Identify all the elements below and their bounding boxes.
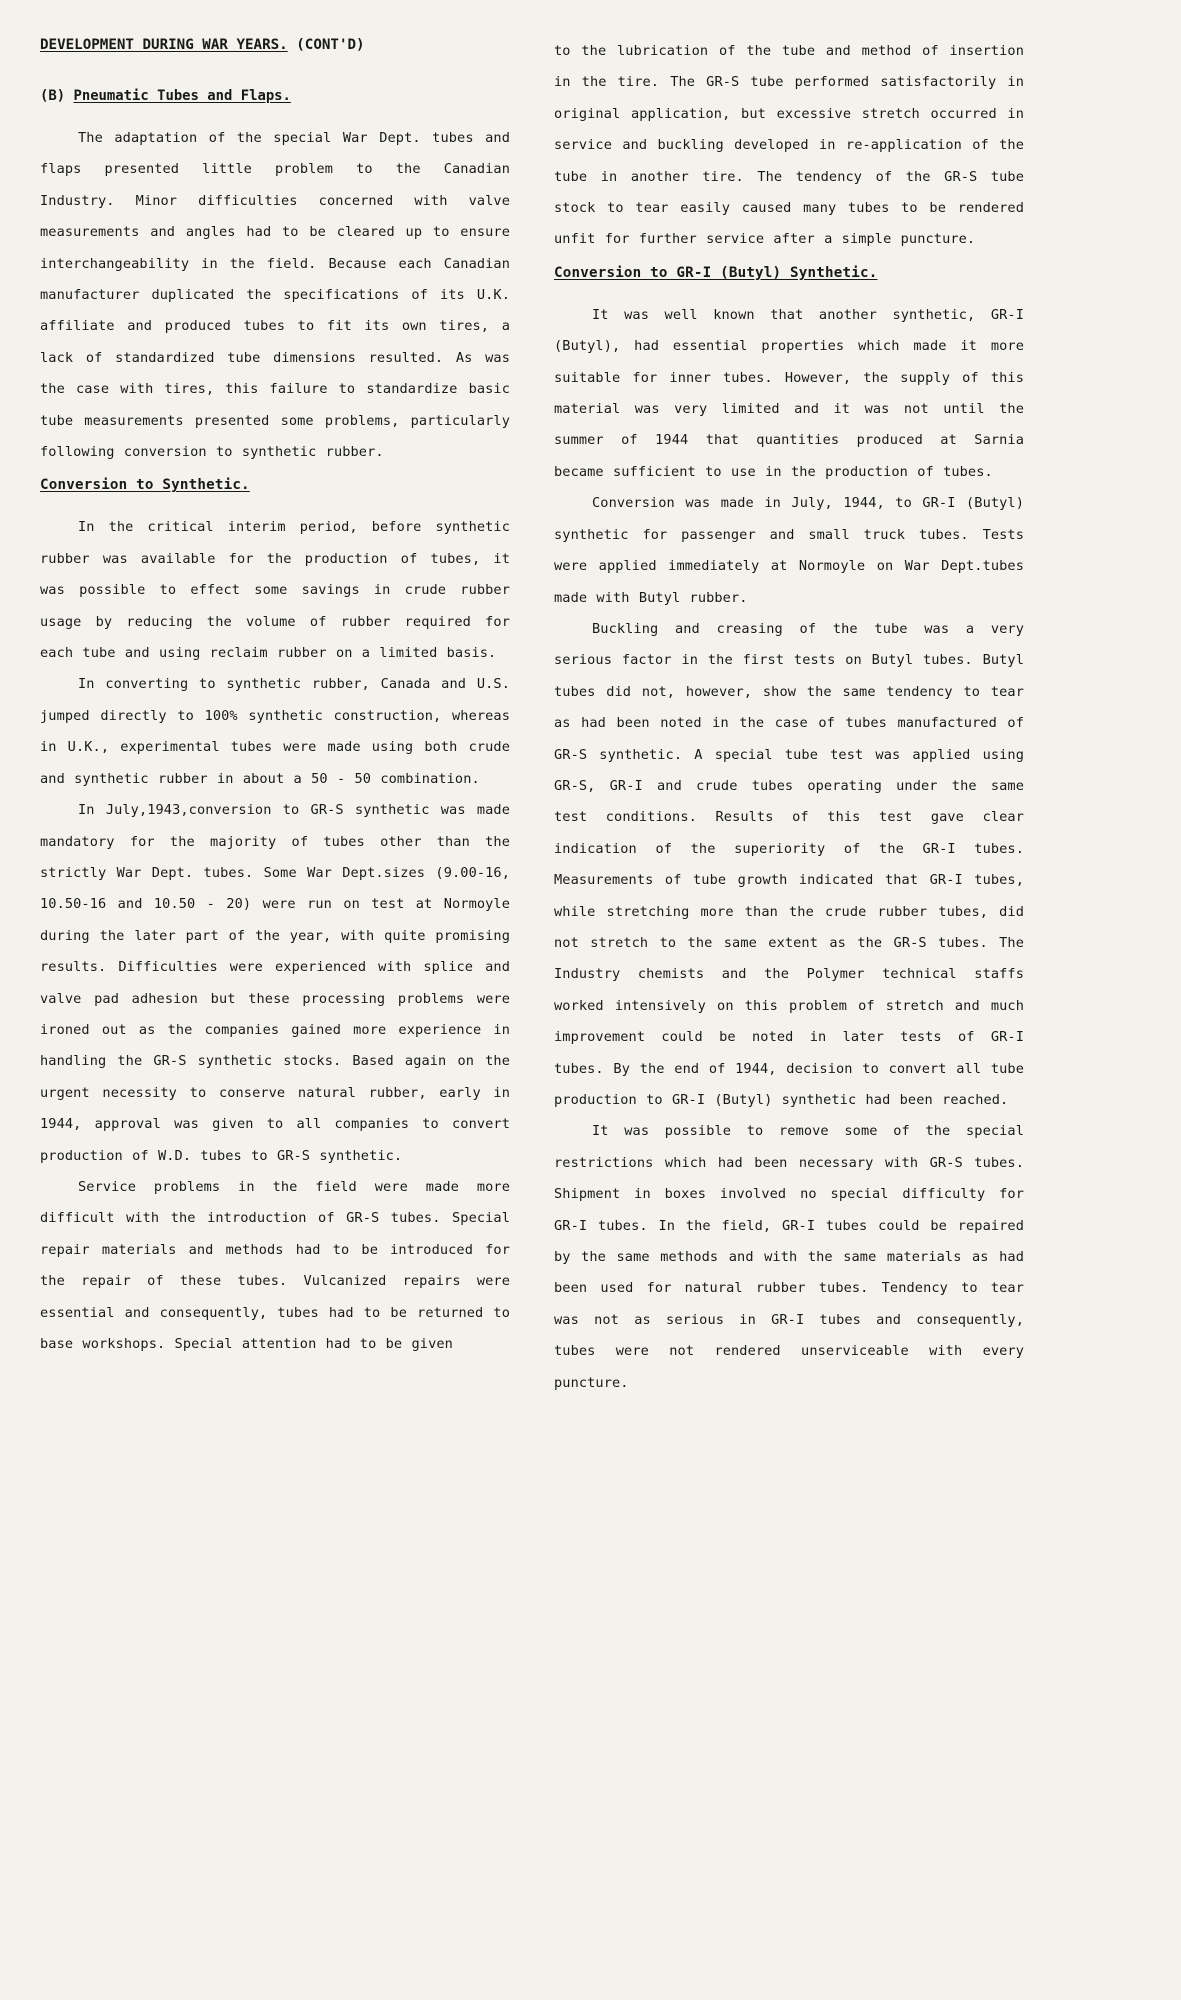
left-column [40, 34, 510, 1980]
subheading-b-label: (B) [40, 87, 66, 104]
paragraph: It was well known that another synthetic, GR-I (Butyl), had essential properties which made it more suitable for inner tubes. However, the supply of this material was very limited and it was not until the summer of 1944 that quantities produced at Sarnia became sufficient to use in the production of tubes. [554, 306, 1024, 480]
spacer [554, 284, 1024, 300]
paragraph: Service problems in the field were made more difficult with the introduction of GR-S tubes. Special repair materials and methods had to be introduced for the repair of these tubes. Vulcanized repairs were essential and consequently, tubes had to be returned to base workshops. Special attention had to be given [40, 1178, 510, 1352]
paragraph: In July,1943,conversion to GR-S synthetic was made mandatory for the majority of tubes other than the strictly War Dept. tubes. Some War Dept.sizes (9.00-16, 10.50-16 and 10.50 - 20) were run on test at Normoyle during the later part of the year, with quite promising results. Difficulties were experienced with splice and valve pad adhesion but these processing problems were ironed out as the companies gained more experience in handling the GR-S synthetic stocks. Based again on the urgent necessity to conserve natural rubber, early in 1944, approval was given to all companies to convert production of W.D. tubes to GR-S synthetic. [40, 802, 510, 1164]
section-heading [40, 34, 510, 57]
subheading-conversion-synthetic: Conversion to Synthetic. [40, 477, 250, 494]
paragraph: The adaptation of the special War Dept. tubes and flaps presented little problem to the Canadian Industry. Minor difficulties concerned with valve measurements and angles had to be cleared up to ensure interchangeability in the field. Because each Canadian manufacturer duplicated the specifications of its U.K. affiliate and produced tubes to fit its own tires, a lack of standardized tube dimensions resulted. As was the case with tires, this failure to standardize basic tube measurements presented some problems, particularly following conversion to synthetic rubber. [40, 129, 510, 461]
paragraph: In converting to synthetic rubber, Canada and U.S. jumped directly to 100% synthetic construction, whereas in U.K., experimental tubes were made using both crude and synthetic rubber in about a 50 - 50 combination. [40, 676, 510, 787]
subheading-b [40, 85, 510, 107]
paragraph: Buckling and creasing of the tube was a very serious factor in the first tests on Butyl tubes. Butyl tubes did not, however, show the same tendency to tear as had been noted in the case of tubes manufactured of GR-S synthetic. A special tube test was applied using GR-S, GR-I and crude tubes operating under the same test conditions. Results of this test gave clear indication of the superiority of the GR-I tubes. Measurements of tube growth indicated that GR-I tubes, while stretching more than the crude rubber tubes, did not stretch to the same extent as the GR-S tubes. The Industry chemists and the Polymer technical staffs worked intensively on this problem of stretch and much improvement could be noted in later tests of GR-I tubes. By the end of 1944, decision to convert all tube production to GR-I (Butyl) synthetic had been reached. [554, 620, 1024, 1108]
section-heading-title: DEVELOPMENT DURING WAR YEARS. [40, 37, 288, 53]
section-heading-suffix: (CONT'D) [296, 37, 365, 53]
paragraph: It was possible to remove some of the special restrictions which had been necessary with GR-S tubes. Shipment in boxes involved no special difficulty for GR-I tubes. In the field, GR-I tubes could be repaired by the same methods and with the same materials as had been used for natural rubber tubes. Tendency to tear was not as serious in GR-I tubes and consequently, tubes were not rendered unserviceable with every puncture. [554, 1123, 1024, 1391]
spacer [40, 57, 510, 85]
subheading-b-title: Pneumatic Tubes and Flaps. [73, 87, 291, 104]
right-column [554, 34, 1024, 1980]
spacer [40, 107, 510, 123]
paragraph: In the critical interim period, before synthetic rubber was available for the production of tubes, it was possible to effect some savings in crude rubber usage by reducing the volume of rubber required for each tube and using reclaim rubber on a limited basis. [40, 519, 510, 662]
two-column-layout [40, 34, 1141, 1980]
subheading-conversion-butyl: Conversion to GR-I (Butyl) Synthetic. [554, 264, 878, 281]
paragraph: Conversion was made in July, 1944, to GR-I (Butyl) synthetic for passenger and small truck tubes. Tests were applied immediately at Normoyle on War Dept.tubes made with Butyl rubber. [554, 495, 1024, 606]
spacer [40, 496, 510, 512]
paragraph: to the lubrication of the tube and method of insertion in the tire. The GR-S tube performed satisfactorily in original application, but excessive stretch occurred in service and buckling developed in re-application of the tube in another tire. The tendency of the GR-S tube stock to tear easily caused many tubes to be rendered unfit for further service after a simple puncture. [554, 43, 1024, 248]
